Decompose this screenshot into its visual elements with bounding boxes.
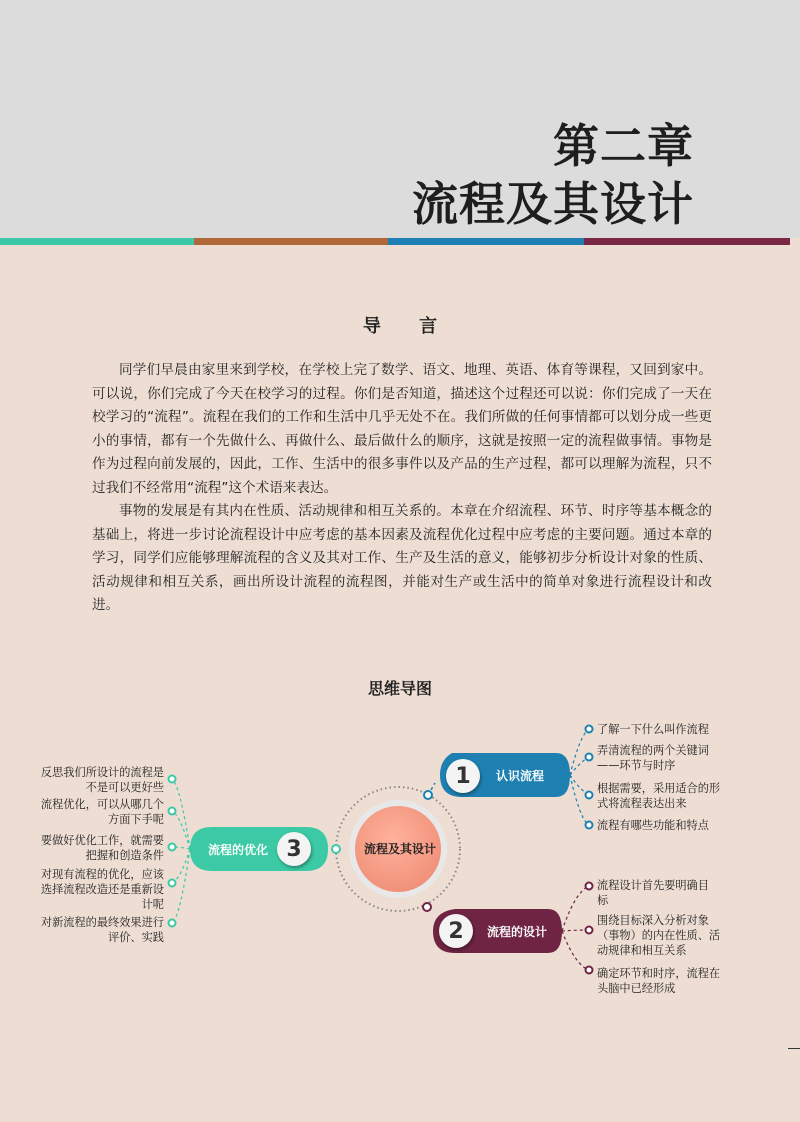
chapter-number: 第二章: [553, 119, 694, 173]
branch-3-anchor: [332, 845, 340, 853]
intro-heading: 导 言: [362, 316, 454, 337]
branch-3-leaf: 对现有流程的优化，应该选择流程改造还是重新设计呢: [40, 868, 164, 911]
branch-3-leaf: 对新流程的最终效果进行评价、实践: [40, 916, 164, 944]
branch-3-label: 流程的优化: [208, 843, 269, 857]
branch-2-anchor: [423, 903, 431, 911]
branch-3-leaf: 反思我们所设计的流程是不是可以更好些: [40, 766, 164, 794]
branch-3-leaf: 流程优化，可以从哪几个方面下手呢: [40, 798, 164, 826]
branch-1-number: 1: [446, 759, 480, 793]
branch-2-leaf: 围绕目标深入分析对象（事物）的内在性质、活动规律和相互关系: [597, 914, 721, 957]
stripe-brown: [194, 238, 388, 245]
branch-2-leaf: 确定环节和时序，流程在头脑中已经形成: [597, 967, 721, 995]
stripe-maroon: [584, 238, 790, 245]
branch-2-leaf: 流程设计首先要明确目标: [597, 879, 709, 907]
branch-1-anchor: [424, 791, 432, 799]
mindmap-title: 思维导图: [367, 679, 432, 698]
branch-1-leaf: 弄清流程的两个关键词——环节与时序: [597, 744, 709, 772]
branch-1-label: 认识流程: [496, 769, 545, 783]
chapter-title: 流程及其设计: [412, 177, 694, 231]
branch-1-leaf: 流程有哪些功能和特点: [597, 819, 709, 832]
branch-1-leaf: 根据需要，采用适合的形式将流程表达出来: [597, 782, 721, 810]
intro-paragraph-1: 同学们早晨由家里来到学校，在学校上完了数学、语文、地理、英语、体育等课程，又回到家中。可以说，你们完成了今天在校学习的过程。你们是否知道，描述这个过程还可以说：你们完成了一天在校学习的“流程”。流程在我们的工作和生活中几乎无处不在。我们所做的任何事情都可以划分成一些更小的事情，都有一个先做什么、再做什么、最后做什么的顺序，这就是按照一定的流程做事情。事物是作为过程向前发展的，因此，工作、生活中的很多事件以及产品的生产过程，都可以理解为流程，只不过我们不经常用“流程”这个术语来表达。: [92, 362, 712, 496]
intro-paragraph-2: 事物的发展是有其内在性质、活动规律和相互关系的。本章在介绍流程、环节、时序等基本概念的基础上，将进一步讨论流程设计中应考虑的基本因素及流程优化过程中应考虑的主要问题。通过本章的学习，同学们应能够理解流程的含义及其对工作、生产及生活的意义，能够初步分析设计对象的性质、活动规律和相互关系，画出所设计流程的流程图，并能对生产或生活中的简单对象进行流程设计和改进。: [92, 503, 712, 613]
branch-3-number: 3: [277, 832, 311, 866]
stripe-teal: [0, 238, 194, 245]
page-edge-rule: [788, 1048, 800, 1049]
stripe-blue: [388, 238, 584, 245]
branch-2-number: 2: [439, 914, 473, 948]
center-node-label: 流程及其设计: [363, 842, 436, 856]
branch-3-leaf: 要做好优化工作，就需要把握和创造条件: [40, 834, 164, 862]
branch-2-label: 流程的设计: [487, 925, 548, 939]
branch-1-leaf: 了解一下什么叫作流程: [597, 723, 709, 736]
